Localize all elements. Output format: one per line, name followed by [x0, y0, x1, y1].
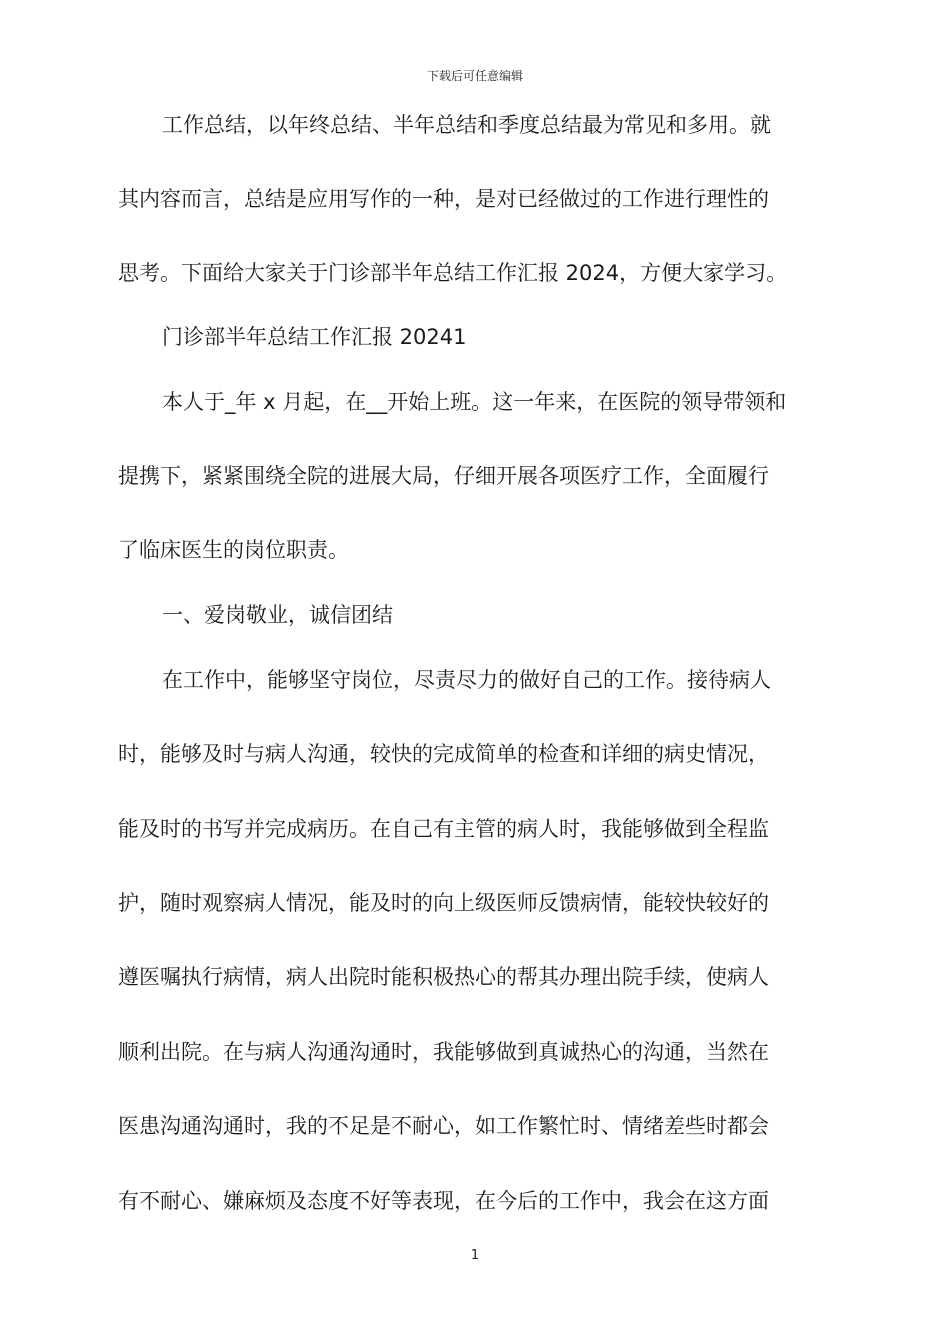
paragraph-2-line-6: 顺利出院。在与病人沟通沟通时，我能够做到真诚热心的沟通，当然在	[118, 1040, 769, 1064]
paragraph-2-line-4: 护，随时观察病人情况，能及时的向上级医师反馈病情，能较快较好的	[118, 891, 769, 915]
intro-line-3: 思考。下面给大家关于门诊部半年总结工作汇报 2024，方便大家学习。	[118, 261, 788, 285]
paragraph-2-line-7: 医患沟通沟通时，我的不足是不耐心，如工作繁忙时、情绪差些时都会	[118, 1114, 769, 1138]
paragraph-2-line-8: 有不耐心、嫌麻烦及态度不好等表现，在今后的工作中，我会在这方面	[118, 1189, 769, 1213]
paragraph-1-line-1: 本人于_年 x 月起，在__开始上班。这一年来，在医院的领导带领和	[162, 390, 787, 414]
document-title: 门诊部半年总结工作汇报 20241	[162, 325, 467, 349]
paragraph-2-line-3: 能及时的书写并完成病历。在自己有主管的病人时，我能够做到全程监	[118, 817, 769, 841]
paragraph-2-line-1: 在工作中，能够坚守岗位，尽责尽力的做好自己的工作。接待病人	[162, 668, 771, 692]
intro-line-2: 其内容而言，总结是应用写作的一种，是对已经做过的工作进行理性的	[118, 187, 769, 211]
intro-line-1: 工作总结，以年终总结、半年总结和季度总结最为常见和多用。就	[162, 113, 771, 137]
page-number: 1	[470, 1248, 480, 1263]
section-heading-1: 一、爱岗敬业，诚信团结	[162, 603, 393, 627]
paragraph-1-line-3: 了临床医生的岗位职责。	[118, 538, 349, 562]
page-header: 下载后可任意编辑	[426, 69, 523, 83]
paragraph-2-line-2: 时，能够及时与病人沟通，较快的完成简单的检查和详细的病史情况，	[118, 742, 769, 766]
paragraph-2-line-5: 遵医嘱执行病情，病人出院时能积极热心的帮其办理出院手续，使病人	[118, 965, 769, 989]
paragraph-1-line-2: 提携下，紧紧围绕全院的进展大局，仔细开展各项医疗工作，全面履行	[118, 464, 769, 488]
